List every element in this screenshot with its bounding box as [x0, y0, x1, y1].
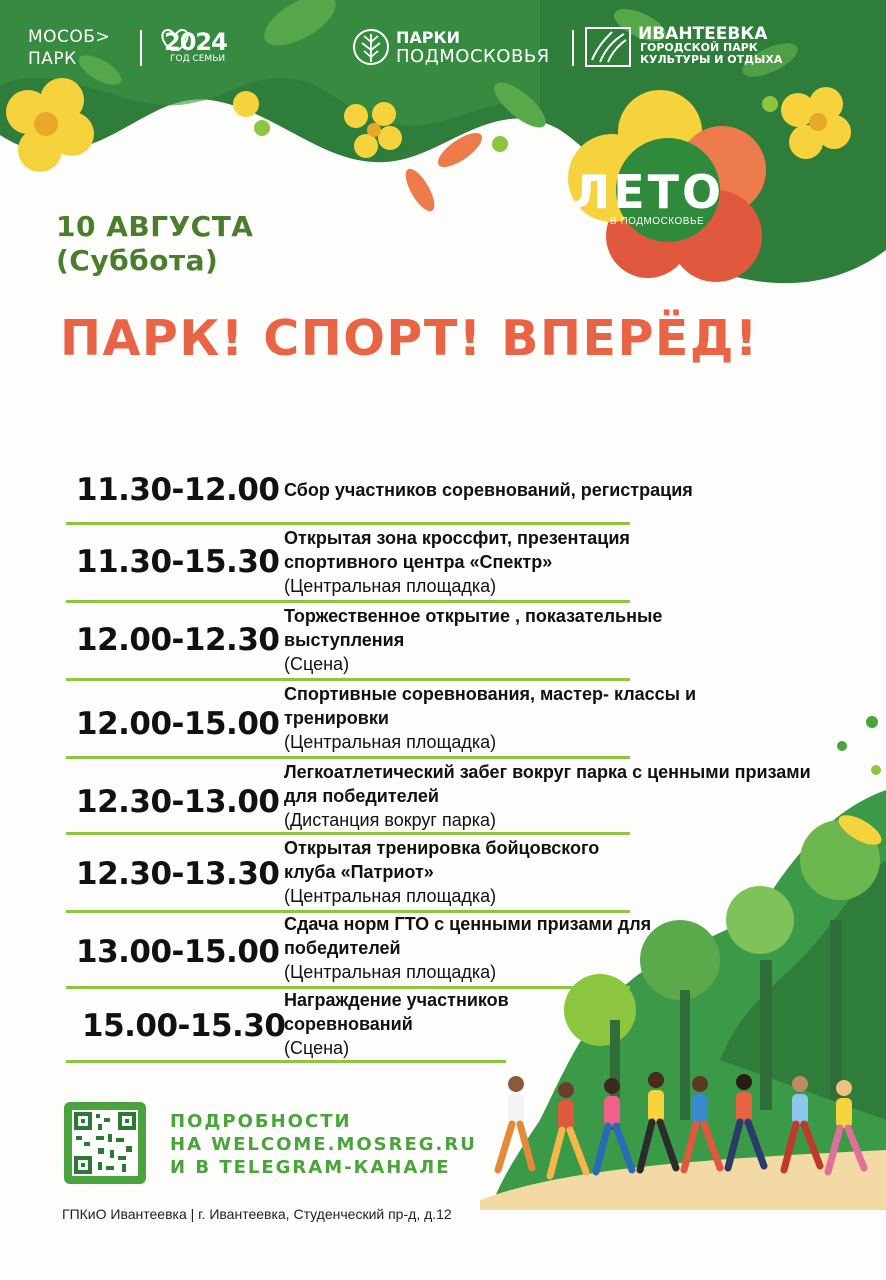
schedule-time: 12.00-12.30 — [76, 622, 280, 658]
schedule-time: 11.30-15.30 — [76, 544, 280, 580]
schedule-time: 12.30-13.30 — [76, 856, 280, 892]
header-divider — [140, 30, 142, 66]
green-dot — [866, 716, 878, 728]
schedule-time: 15.00-15.30 — [82, 1008, 286, 1044]
schedule-time: 11.30-12.00 — [76, 472, 280, 508]
green-dot — [254, 120, 270, 136]
parki-logo-line1: ПАРКИ — [396, 28, 460, 47]
qr-pattern-icon — [72, 1110, 138, 1176]
ivanteevka-logo-title: ИВАНТЕЕВКА — [638, 24, 768, 44]
schedule-description — [284, 988, 844, 1060]
schedule-description — [284, 760, 844, 832]
schedule-title: Сдача норм ГТО с ценными призами для победителей — [284, 914, 652, 958]
schedule-time: 12.00-15.00 — [76, 706, 280, 742]
green-dot — [871, 765, 881, 775]
schedule-title: Открытая зона кроссфит, презентация спортивного центра «Спектр» — [284, 528, 630, 572]
details-telegram: И В TELEGRAM-КАНАЛЕ — [170, 1157, 451, 1178]
schedule-title: Сбор участников соревнований, регистрация — [284, 480, 693, 500]
mosobl-line1: МОСОБ> — [28, 27, 111, 47]
event-date-day: 10 АВГУСТА — [56, 210, 254, 243]
schedule-description — [284, 836, 844, 908]
schedule-time: 12.30-13.00 — [76, 784, 280, 820]
event-date — [56, 210, 253, 278]
header-divider — [572, 30, 574, 66]
year-family-caption: ГОД СЕМЬИ — [170, 54, 226, 64]
leaf-orange-shape — [400, 165, 440, 216]
runner-figure — [498, 1076, 532, 1170]
leto-title: ЛЕТО — [572, 165, 725, 219]
green-dot — [492, 136, 508, 152]
schedule-divider — [66, 1060, 506, 1063]
schedule-divider — [66, 678, 630, 681]
details-website[interactable]: НА WELCOME.MOSREG.RU — [170, 1134, 477, 1155]
ivanteevka-sub1: ГОРОДСКОЙ ПАРК — [640, 41, 758, 54]
leto-subtitle: В ПОДМОСКОВЬЕ — [610, 216, 705, 227]
schedule-place: (Центральная площадка) — [284, 732, 497, 752]
schedule-place: (Дистанция вокруг парка) — [284, 810, 497, 830]
schedule-description — [284, 912, 844, 984]
ivanteevka-logo-subtitle — [640, 42, 782, 66]
schedule-title: Награждение участников соревнований — [284, 990, 509, 1034]
ivanteevka-sub2: КУЛЬТУРЫ И ОТДЫХА — [640, 53, 783, 66]
yellow-dot — [233, 91, 259, 117]
yellow-flower-left — [6, 78, 94, 172]
year-2024-logo: 2024 — [164, 28, 227, 56]
schedule-description — [284, 682, 844, 754]
schedule-time: 13.00-15.00 — [76, 934, 280, 970]
schedule-place: (Сцена) — [284, 654, 350, 674]
schedule-title: Открытая тренировка бойцовского клуба «Патриот» — [284, 838, 600, 882]
schedule-divider — [66, 756, 630, 759]
details-line1: ПОДРОБНОСТИ — [170, 1111, 352, 1132]
schedule-place: (Центральная площадка) — [284, 576, 497, 596]
schedule-description — [284, 526, 844, 598]
schedule-place: (Центральная площадка) — [284, 962, 497, 982]
schedule-divider — [66, 600, 630, 603]
footer-address: ГПКиО Ивантеевка | г. Ивантеевка, Студенческий пр-д, д.12 — [62, 1206, 452, 1222]
event-headline: ПАРК! СПОРТ! ВПЕРЁД! — [60, 310, 759, 367]
details-info — [170, 1110, 477, 1179]
mosobl-line2: ПАРК — [28, 49, 77, 69]
schedule-place: (Сцена) — [284, 1038, 350, 1058]
qr-code-pattern — [72, 1110, 138, 1176]
schedule-title: Спортивные соревнования, мастер- классы и тренировки — [284, 684, 697, 728]
parki-logo-line2: ПОДМОСКОВЬЯ — [396, 46, 550, 67]
event-date-weekday: (Суббота) — [56, 244, 219, 277]
schedule-title: Торжественное открытие , показательные выступления — [284, 606, 663, 650]
schedule-divider — [66, 522, 630, 525]
schedule-title: Легкоатлетический забег вокруг парка с ценными призами для победителей — [284, 762, 811, 806]
schedule-description — [284, 478, 844, 502]
qr-code[interactable] — [64, 1102, 146, 1184]
schedule-description — [284, 604, 844, 676]
mosobl-park-logo — [28, 26, 110, 70]
schedule-place: (Центральная площадка) — [284, 886, 497, 906]
schedule-divider — [66, 832, 630, 835]
green-dot — [762, 96, 778, 112]
